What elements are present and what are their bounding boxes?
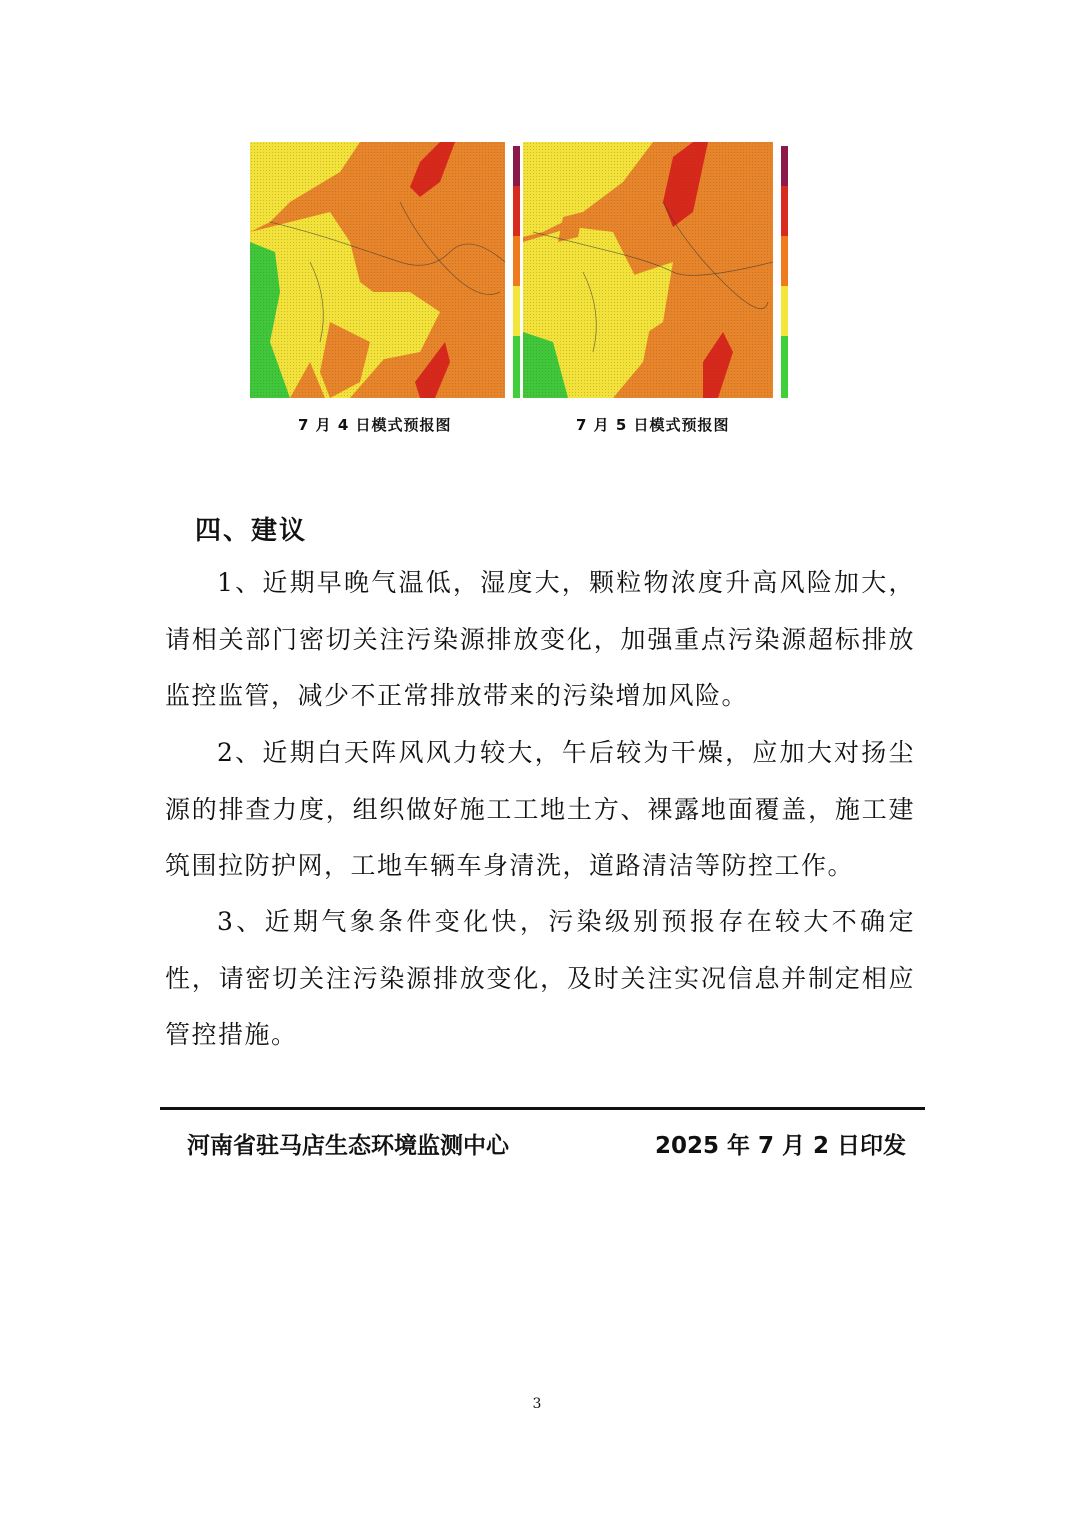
figure-caption-july5: 7 月 5 日模式预报图 [576,416,730,434]
legend-swatch [513,146,520,186]
section-heading: 四、建议 [195,516,308,546]
legend-swatch [513,236,520,286]
footer-divider [160,1107,925,1110]
legend-swatch [781,236,788,286]
footer-date: 2025 年 7 月 2 日印发 [655,1133,907,1159]
legend-swatch [513,336,520,398]
paragraph-3 [165,894,915,1064]
footer-issuer: 河南省驻马店生态环境监测中心 [187,1133,509,1159]
forecast-map-july4 [250,142,505,398]
legend-bar-july4 [513,146,520,398]
paragraph-2-text: 2、近期白天阵风风力较大，午后较为干燥，应加大对扬尘源的排查力度，组织做好施工工地土方、裸露地面覆盖，施工建筑围拉防护网，工地车辆车身清洗，道路清洁等防控工作。 [165,738,915,880]
forecast-map-july5 [523,142,773,398]
paragraph-2 [165,725,915,895]
legend-bar-july5 [781,146,788,398]
legend-swatch [513,186,520,236]
legend-swatch [781,336,788,398]
figure-caption-july4: 7 月 4 日模式预报图 [298,416,452,434]
legend-swatch [781,146,788,186]
legend-swatch [513,286,520,336]
legend-swatch [781,286,788,336]
paragraph-1 [165,555,915,725]
paragraph-1-text: 1、近期早晚气温低，湿度大，颗粒物浓度升高风险加大，请相关部门密切关注污染源排放变化，加强重点污染源超标排放监控监管，减少不正常排放带来的污染增加风险。 [165,568,915,710]
page-number: 3 [532,1396,542,1412]
paragraph-3-text: 3、近期气象条件变化快，污染级别预报存在较大不确定性，请密切关注污染源排放变化，及时关注实况信息并制定相应管控措施。 [165,907,915,1049]
legend-swatch [781,186,788,236]
